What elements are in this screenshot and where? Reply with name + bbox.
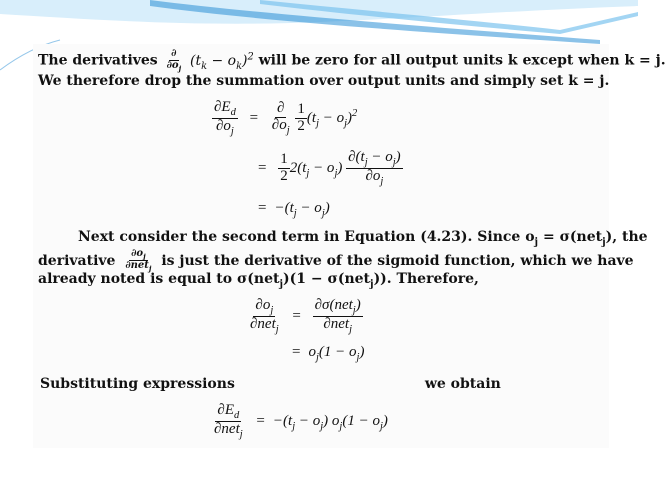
equation-2-row-1: $\frac{\partial o_j}{\partial net_j}$ = $\frac{\partial\sigma(net_j)}{\partial net_j}$: [250, 297, 361, 336]
equation-3: $\frac{\partial E_d}{\partial net_j}$ = $-(t_j - o_j) o_j(1 - o_j)$: [214, 402, 388, 441]
paragraph-1-line-2: We therefore drop the summation over output units and simply set k = j.: [38, 73, 610, 89]
paragraph-3: Substituting expressions we obtain: [40, 376, 501, 392]
equation-1-row-2: = $\frac{1}{2}$ $2(t_j - o_j)$ $\frac{\partial(t_j - o_j)}{\partial o_j}$: [258, 149, 401, 188]
equation-2-row-2: = $o_j(1 - o_j)$: [292, 344, 365, 363]
paragraph-2-line-3: already noted is equal to σ(net$_j$)(1 − σ(net$_j$)). Therefore,: [38, 271, 479, 290]
partial-derivative-fraction: $\frac{\partial}{\partial o_j}$: [166, 48, 182, 73]
equation-1-row-1: $\frac{\partial E_d}{\partial o_j}$ = $\frac{\partial}{\partial o_j}$ $\frac{1}{2}$ $(t_j - o_j)^2$: [214, 99, 358, 138]
paragraph-2-line-1: Next consider the second term in Equation (4.23). Since $o_j = \sigma(net_j)$, the: [78, 229, 648, 248]
equation-1-row-3: = $-(t_j - o_j)$: [258, 200, 330, 219]
paragraph-2-line-2: derivative $\frac{\partial o_j}{\partial net_j}$ is just the derivative of the sigmoid function, which we have: [38, 248, 634, 274]
paragraph-1-line-1: The derivatives $\frac{\partial}{\partial o_j}$ $(t_k - o_k)^2$ will be zero for all output units k except when k = j.: [38, 48, 666, 73]
